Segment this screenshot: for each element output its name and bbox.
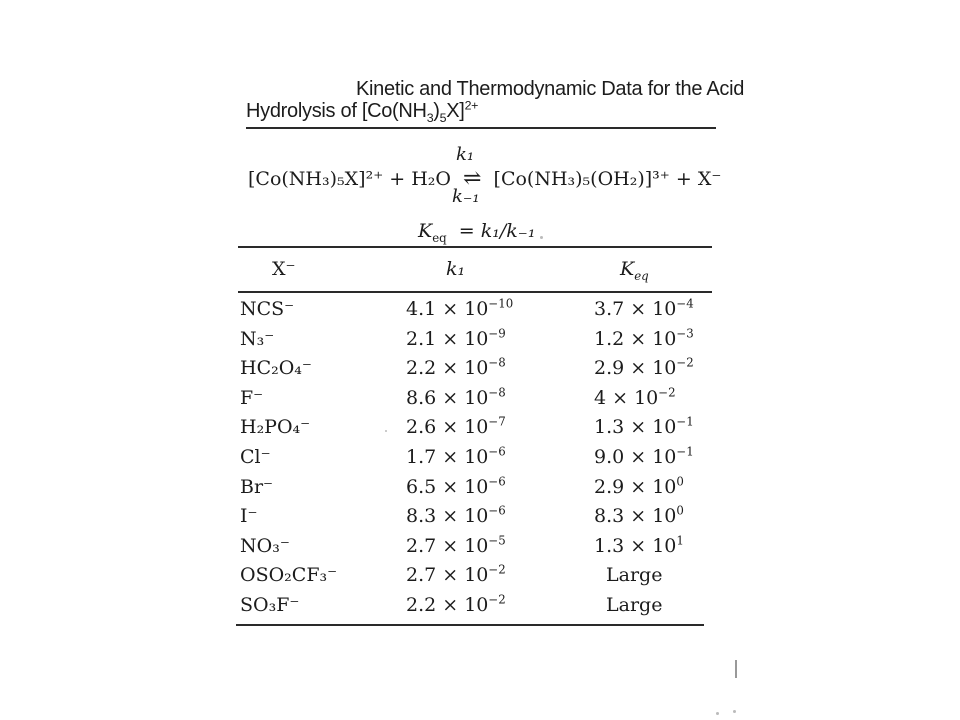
- reverse-rate-constant: k₋₁: [452, 186, 480, 207]
- table-cell-anion: Br⁻: [240, 476, 274, 498]
- caption-line-2: Hydrolysis of $[Co(NH_3)_5X]^{2+}$: [246, 98, 479, 125]
- column-header-keq: $K_{eq}$: [620, 258, 649, 283]
- table-cell-anion: I⁻: [240, 505, 258, 527]
- column-header-x: X⁻: [272, 258, 296, 280]
- table-cell-k1: $6.5 \times 10^{-6}$: [406, 474, 506, 498]
- forward-rate-constant: k₁: [456, 144, 475, 165]
- scan-speck: [716, 712, 719, 715]
- table-cell-anion: HC₂O₄⁻: [240, 357, 312, 379]
- top-rule: [246, 127, 716, 129]
- table-cell-k1: $8.6 \times 10^{-8}$: [406, 385, 506, 409]
- table-cell-keq: $2.9 \times 10^{-2}$: [594, 355, 694, 379]
- scan-speck: [735, 660, 737, 678]
- bottom-rule: [236, 624, 704, 626]
- table-cell-k1: $2.1 \times 10^{-9}$: [406, 326, 506, 350]
- header-top-rule: [238, 246, 712, 248]
- reaction-arrows: ⇌: [463, 166, 482, 191]
- equilibrium-expression: $K_{eq} = k_1/k_{-1}$: [418, 220, 536, 245]
- reaction-right: [Co(NH₃)₅(OH₂)]³⁺ + X⁻: [493, 168, 722, 190]
- table-cell-keq: $1.3 \times 10^1$: [594, 533, 684, 557]
- reaction-equation: [248, 166, 721, 191]
- table-cell-k1: $8.3 \times 10^{-6}$: [406, 503, 506, 527]
- reaction-left: [Co(NH₃)₅X]²⁺ + H₂O: [248, 168, 451, 190]
- table-cell-keq: $4 \times 10^{-2}$: [594, 385, 676, 409]
- table-cell-keq: $1.3 \times 10^{-1}$: [594, 414, 694, 438]
- scan-speck: [385, 430, 387, 432]
- table-cell-k1: $4.1 \times 10^{-10}$: [406, 296, 514, 320]
- table-cell-anion: H₂PO₄⁻: [240, 416, 311, 438]
- table-cell-keq: Large: [606, 594, 663, 616]
- table-cell-k1: $1.7 \times 10^{-6}$: [406, 444, 506, 468]
- table-cell-k1: $2.6 \times 10^{-7}$: [406, 414, 506, 438]
- table-cell-anion: N₃⁻: [240, 328, 275, 350]
- header-bottom-rule: [238, 291, 712, 293]
- table-cell-anion: SO₃F⁻: [240, 594, 300, 616]
- table-cell-k1: $2.7 \times 10^{-2}$: [406, 562, 506, 586]
- table-cell-keq: $8.3 \times 10^0$: [594, 503, 684, 527]
- table-cell-keq: $3.7 \times 10^{-4}$: [594, 296, 694, 320]
- table-cell-k1: $2.7 \times 10^{-5}$: [406, 533, 506, 557]
- table-cell-anion: Cl⁻: [240, 446, 271, 468]
- table-cell-keq: $9.0 \times 10^{-1}$: [594, 444, 694, 468]
- caption-line-1: Kinetic and Thermodynamic Data for the Acid: [356, 78, 745, 100]
- scan-speck: [540, 236, 543, 239]
- table-cell-anion: NCS⁻: [240, 298, 295, 320]
- column-header-k1: k₁: [446, 258, 466, 280]
- scan-speck: [733, 710, 736, 713]
- table-cell-k1: $2.2 \times 10^{-8}$: [406, 355, 506, 379]
- table-cell-keq: Large: [606, 564, 663, 586]
- table-cell-anion: F⁻: [240, 387, 264, 409]
- table-cell-anion: OSO₂CF₃⁻: [240, 564, 338, 586]
- table-cell-keq: $2.9 \times 10^0$: [594, 474, 684, 498]
- table-cell-k1: $2.2 \times 10^{-2}$: [406, 592, 506, 616]
- table-cell-anion: NO₃⁻: [240, 535, 290, 557]
- table-cell-keq: $1.2 \times 10^{-3}$: [594, 326, 694, 350]
